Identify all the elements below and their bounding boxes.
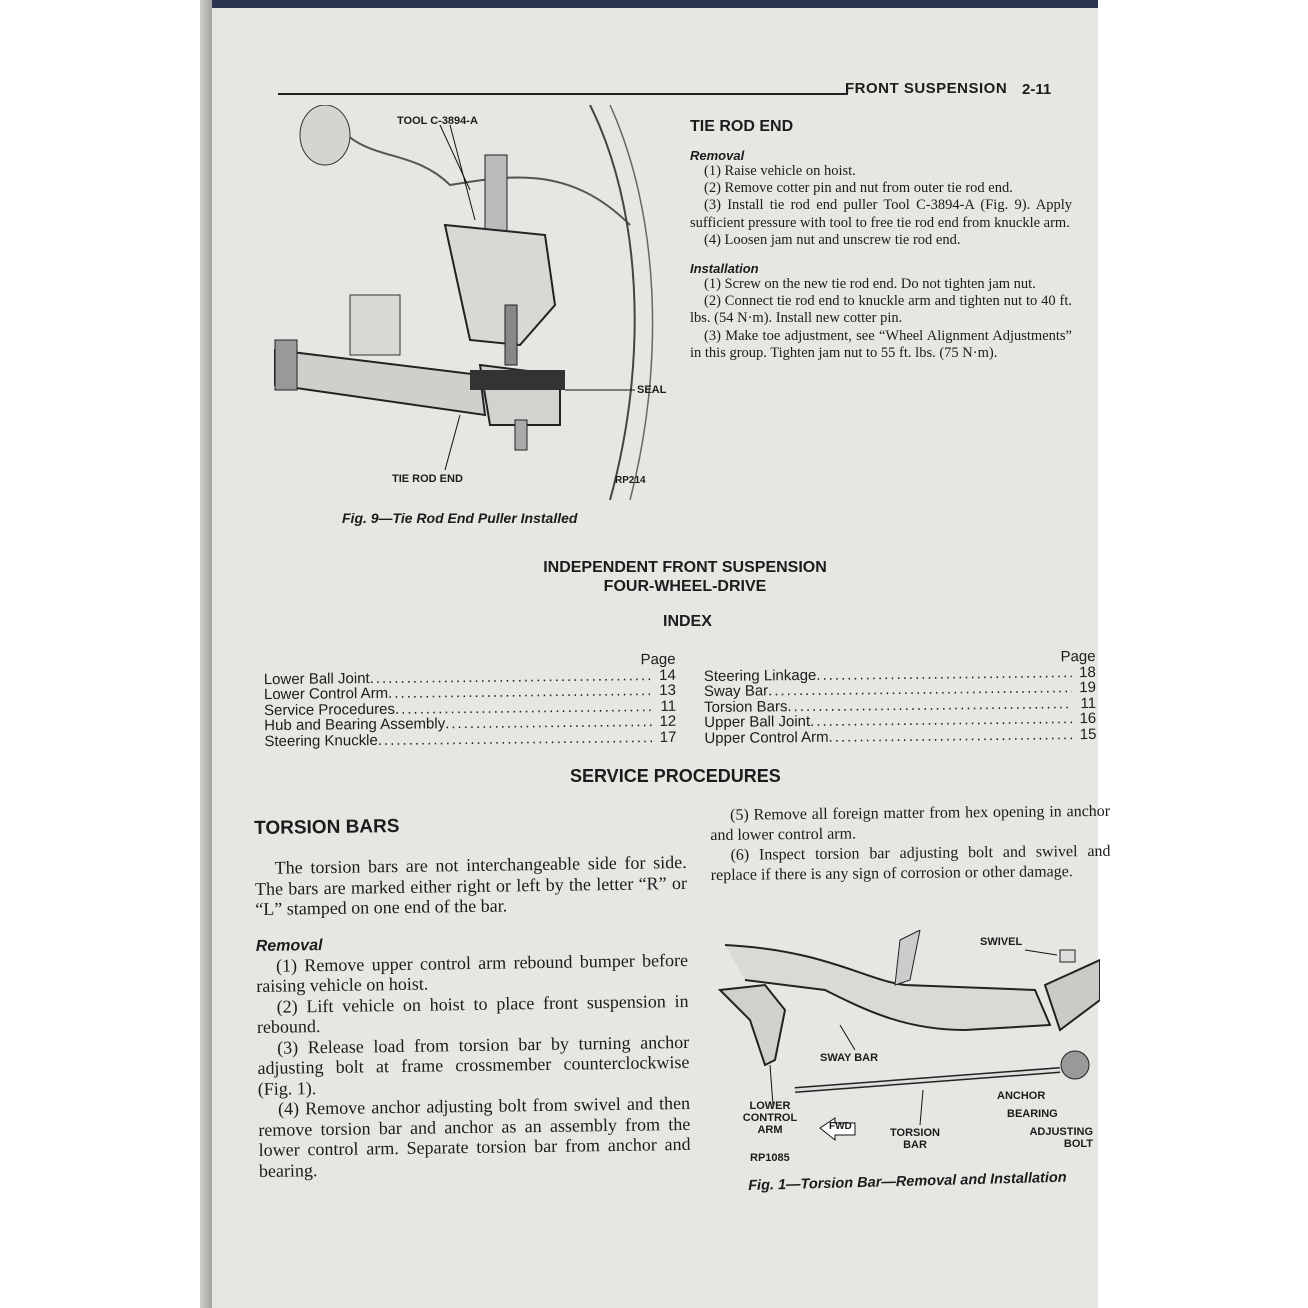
torsion-bars-section	[254, 812, 691, 1181]
page-column-label: Page	[640, 650, 676, 669]
index-left-column	[264, 652, 677, 749]
header-rule	[278, 93, 848, 95]
service-procedures-title: SERVICE PROCEDURES	[570, 766, 781, 786]
index-entry-label: Service Procedures	[264, 700, 396, 719]
tie-rod-end-section	[690, 118, 1072, 362]
index-entry-page: 11	[660, 697, 677, 715]
label-adjusting-bolt: ADJUSTING BOLT	[1029, 1126, 1093, 1150]
label-tool: TOOL C-3894-A	[397, 115, 478, 127]
figure-1-illustration	[705, 930, 1100, 1165]
index-entry-page: 11	[1080, 694, 1097, 712]
index-entry-page: 18	[1078, 663, 1096, 681]
index-entry-label: Upper Ball Joint	[704, 712, 811, 732]
removal-step: (1) Raise vehicle on hoist.	[704, 163, 856, 179]
index-title: INDEX	[663, 613, 712, 630]
figure-9-caption: Fig. 9—Tie Rod End Puller Installed	[342, 510, 578, 526]
index-entry-label: Steering Knuckle	[264, 731, 378, 750]
section-title-line2: FOUR-WHEEL-DRIVE	[603, 578, 767, 595]
installation-step: (3) Make toe adjustment, see “Wheel Alignment Adjustments” in this group. Tighten jam nut to 55 ft. lbs. (75 N·m).	[690, 327, 1072, 361]
tie-rod-end-heading: TIE ROD END	[690, 118, 794, 135]
index-entry-label: Torsion Bars	[704, 697, 788, 716]
removal-step: (3) Release load from torsion bar by turning anchor adjusting bolt at frame crossmember counterclockwise (Fig. 1).	[257, 1031, 690, 1099]
removal-step: (3) Install tie rod end puller Tool C-3894-A (Fig. 9). Apply sufficient pressure with tool to free tie rod end from knuckle arm.	[690, 197, 1072, 231]
page-edge	[212, 0, 1098, 8]
figure-code: RP1085	[750, 1152, 790, 1164]
leader-dots	[829, 727, 1073, 745]
index-entry-page: 19	[1079, 678, 1096, 697]
leader-dots	[378, 730, 653, 748]
fwd-arrow-label: FWD	[829, 1121, 852, 1132]
index-entry-label: Lower Control Arm	[263, 684, 389, 704]
removal-step: (1) Remove upper control arm rebound bumper before raising vehicle on hoist.	[256, 949, 689, 996]
removal-step: (2) Remove cotter pin and nut from outer tie rod end.	[704, 180, 1013, 197]
index-entry-label: Upper Control Arm	[704, 728, 829, 747]
removal-subheading: Removal	[690, 148, 745, 163]
label-seal: SEAL	[637, 384, 667, 396]
label-lower-control-arm: LOWER CONTROL ARM	[742, 1100, 798, 1136]
removal-step: (5) Remove all foreign matter from hex opening in anchor and lower control arm.	[710, 802, 1111, 844]
page-column-label: Page	[1060, 647, 1096, 666]
label-anchor: ANCHOR	[997, 1090, 1046, 1102]
figure-code: RP214	[615, 475, 646, 486]
index-entry-page: 14	[658, 666, 676, 684]
installation-step: (1) Screw on the new tie rod end. Do not tighten jam nut.	[704, 276, 1036, 293]
removal-subheading: Removal	[255, 936, 323, 955]
index-entry-page: 12	[659, 712, 677, 731]
index-entry-label: Steering Linkage	[703, 666, 817, 685]
section-title-line1: INDEPENDENT FRONT SUSPENSION	[543, 559, 827, 576]
index-entry-page: 13	[659, 681, 676, 700]
section-title	[450, 558, 920, 596]
index-entry-label: Lower Ball Joint	[263, 669, 370, 688]
label-tie-rod-end: TIE ROD END	[392, 473, 463, 485]
page-number: 2-11	[1022, 81, 1052, 98]
figure-9-illustration	[270, 105, 670, 500]
removal-step: (4) Loosen jam nut and unscrew tie rod end.	[704, 231, 961, 248]
index-entry-page: 15	[1079, 725, 1097, 743]
label-torsion-bar: TORSION BAR	[890, 1127, 940, 1151]
removal-step: (6) Inspect torsion bar adjusting bolt and swivel and replace if there is any sign of corrosion or other damage.	[710, 842, 1111, 884]
index-entry-label: Hub and Bearing Assembly	[264, 715, 446, 735]
tie-rod-puller-drawing	[270, 105, 670, 500]
label-swivel: SWIVEL	[980, 936, 1023, 948]
installation-step: (2) Connect tie rod end to knuckle arm and tighten nut to 40 ft. lbs. (54 N·m). Install new cotter pin.	[690, 293, 1072, 327]
index-entry-page: 17	[659, 728, 677, 746]
torsion-bars-intro: The torsion bars are not interchangeable side for side. The bars are marked either right or left by the letter “R” or “L” stamped on one end of the bar.	[254, 851, 688, 919]
installation-subheading: Installation	[690, 261, 759, 277]
index-right-column	[704, 649, 1097, 746]
removal-continued	[710, 802, 1111, 886]
index-entry-page: 16	[1079, 709, 1097, 728]
removal-step: (4) Remove anchor adjusting bolt from swivel and then remove torsion bar and anchor as an assembly from the lower control arm. Separate torsion bar from anchor and bearing.	[258, 1092, 691, 1181]
label-sway-bar: SWAY BAR	[820, 1052, 879, 1064]
index-entry-label: Sway Bar	[703, 682, 769, 701]
removal-step: (2) Lift vehicle on hoist to place front suspension in rebound.	[256, 990, 689, 1037]
section-header: FRONT SUSPENSION	[845, 80, 1008, 97]
label-bearing: BEARING	[1007, 1108, 1058, 1120]
torsion-bars-heading: TORSION BARS	[254, 815, 400, 839]
figure-1-caption: Fig. 1—Torsion Bar—Removal and Installation	[748, 1169, 1067, 1194]
